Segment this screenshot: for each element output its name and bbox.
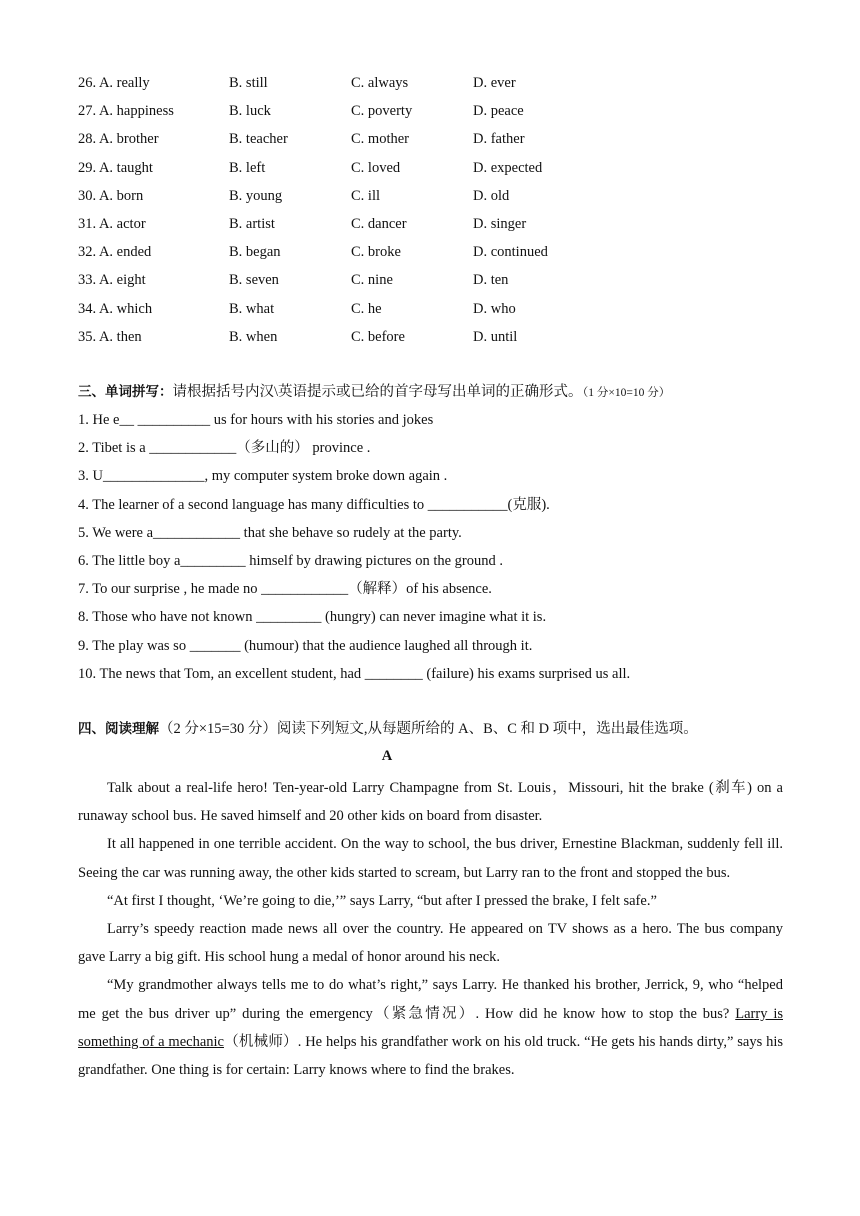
choice-option: C. he [351,300,382,317]
choice-option: C. dancer [351,215,407,232]
choice-option: 29. A. taught [78,159,153,176]
spelling-item: 6. The little boy a_________ himself by drawing pictures on the ground . [78,552,503,569]
choice-option: 35. A. then [78,328,142,345]
choice-option: C. poverty [351,103,413,120]
multiple-choice-options [78,72,778,354]
choice-option: D. ever [473,75,516,91]
choice-option: C. loved [351,159,401,176]
choice-option: D. who [473,300,516,317]
spelling-item: 8. Those who have not known _________ (hungry) can never imagine what it is. [78,609,547,626]
choice-option: D. old [473,187,510,204]
section3-score: （1 分×10=10 分） [582,387,671,399]
passage-paragraph [78,971,783,1084]
section3-heading: 三、单词拼写： [78,384,173,400]
choice-option: B. what [229,300,275,317]
section3-instruction: 请根据括号内汉\英语提示或已给的首字母写出单词的正确形式。 [172,384,583,400]
passage-title: A [381,748,393,764]
choice-row [78,72,778,100]
choice-row [78,157,778,185]
choice-row [78,128,778,156]
spelling-item: 2. Tibet is a ____________（多山的） province . [78,440,371,457]
choice-option: B. began [229,244,281,261]
section4-heading: 四、阅读理解 [78,721,159,737]
choice-row [78,100,778,128]
choice-option: C. broke [351,244,401,261]
choice-option: 27. A. happiness [78,103,174,120]
choice-option: B. teacher [229,131,288,148]
choice-option: C. ill [351,187,381,204]
passage-paragraph: “At first I thought, ‘We’re going to die,’” says Larry, “but after I pressed the brake, I felt safe.” [107,892,657,909]
underlined-phrase: Larry is something of a mechanic [78,1005,783,1050]
choice-row [78,298,778,326]
section4-instruction: （2 分×15=30 分）阅读下列短文,从每题所给的 A、B、C 和 D 项中，选出最佳选项。 [159,721,698,737]
choice-row [78,241,778,269]
choice-option: D. ten [473,272,509,289]
choice-option: C. before [351,328,405,345]
choice-option: C. always [351,75,409,91]
choice-option: 32. A. ended [78,244,152,261]
passage-paragraph: Talk about a real-life hero! Ten-year-old Larry Champagne from St. Louis，Missouri, hit the brake (刹车) on a runaway school bus. He saved himself and 20 other kids on board from disaster. [78,780,783,825]
spelling-items [78,409,798,691]
choice-option: B. seven [229,272,279,289]
choice-option: C. mother [351,131,409,148]
choice-option: B. young [229,187,283,204]
choice-option: D. peace [473,103,524,120]
choice-option: 28. A. brother [78,131,159,148]
choice-row [78,269,778,297]
passage-paragraph: It all happened in one terrible accident. On the way to school, the bus driver, Ernestine Blackman, suddenly fell ill. Seeing the car was running away, the other kids started to scream, but Larry ran to the front and stopped the bus. [78,836,783,881]
choice-option: D. expected [473,159,543,176]
choice-option: 30. A. born [78,187,144,204]
spelling-item: 7. To our surprise , he made no ____________（解释）of his absence. [78,581,492,598]
choice-option: 26. A. really [78,75,150,91]
choice-option: B. left [229,159,266,176]
spelling-item: 1. He e__ __________ us for hours with his stories and jokes [78,412,434,428]
spelling-item: 4. The learner of a second language has many difficulties to ___________(克服). [78,496,550,513]
reading-passage [78,774,783,1084]
passage-text: “My grandmother always tells me to do what’s right,” says Larry. He thanked his brother, Jerrick, 9, who “helped me get the bus driver up” during the emergency（紧急情况）. How did he know how to stop the bus? [78,977,783,1022]
spelling-item: 10. The news that Tom, an excellent student, had ________ (failure) his exams surprised us all. [78,665,631,682]
choice-option: 34. A. which [78,300,153,317]
choice-row [78,213,778,241]
choice-option: D. singer [473,215,527,232]
choice-option: 31. A. actor [78,215,146,232]
section3-heading-line [78,381,670,404]
spelling-item: 5. We were a____________ that she behave so rudely at the party. [78,524,462,541]
passage-paragraph: Larry’s speedy reaction made news all over the country. He appeared on TV shows as a hero. The bus company gave Larry a big gift. His school hung a medal of honor around his neck. [78,921,783,966]
choice-row [78,185,778,213]
choice-option: B. artist [229,215,275,232]
choice-option: D. continued [473,244,548,261]
choice-option: D. until [473,328,518,345]
passage-text: （机械师）. He helps his grandfather work on his old truck. “He gets his hands dirty,” says his grandfather. One thing is for certain: Larry knows where to find the brakes. [78,1033,783,1079]
spelling-item: 3. U______________, my computer system broke down again . [78,468,448,485]
choice-option: B. luck [229,103,271,120]
choice-option: B. still [229,75,268,91]
choice-option: B. when [229,328,278,345]
spelling-item: 9. The play was so _______ (humour) that the audience laughed all through it. [78,637,533,654]
choice-option: D. father [473,131,525,148]
section4-heading-line [78,718,698,740]
choice-option: C. nine [351,272,393,289]
choice-option: 33. A. eight [78,272,146,289]
choice-row [78,326,778,354]
